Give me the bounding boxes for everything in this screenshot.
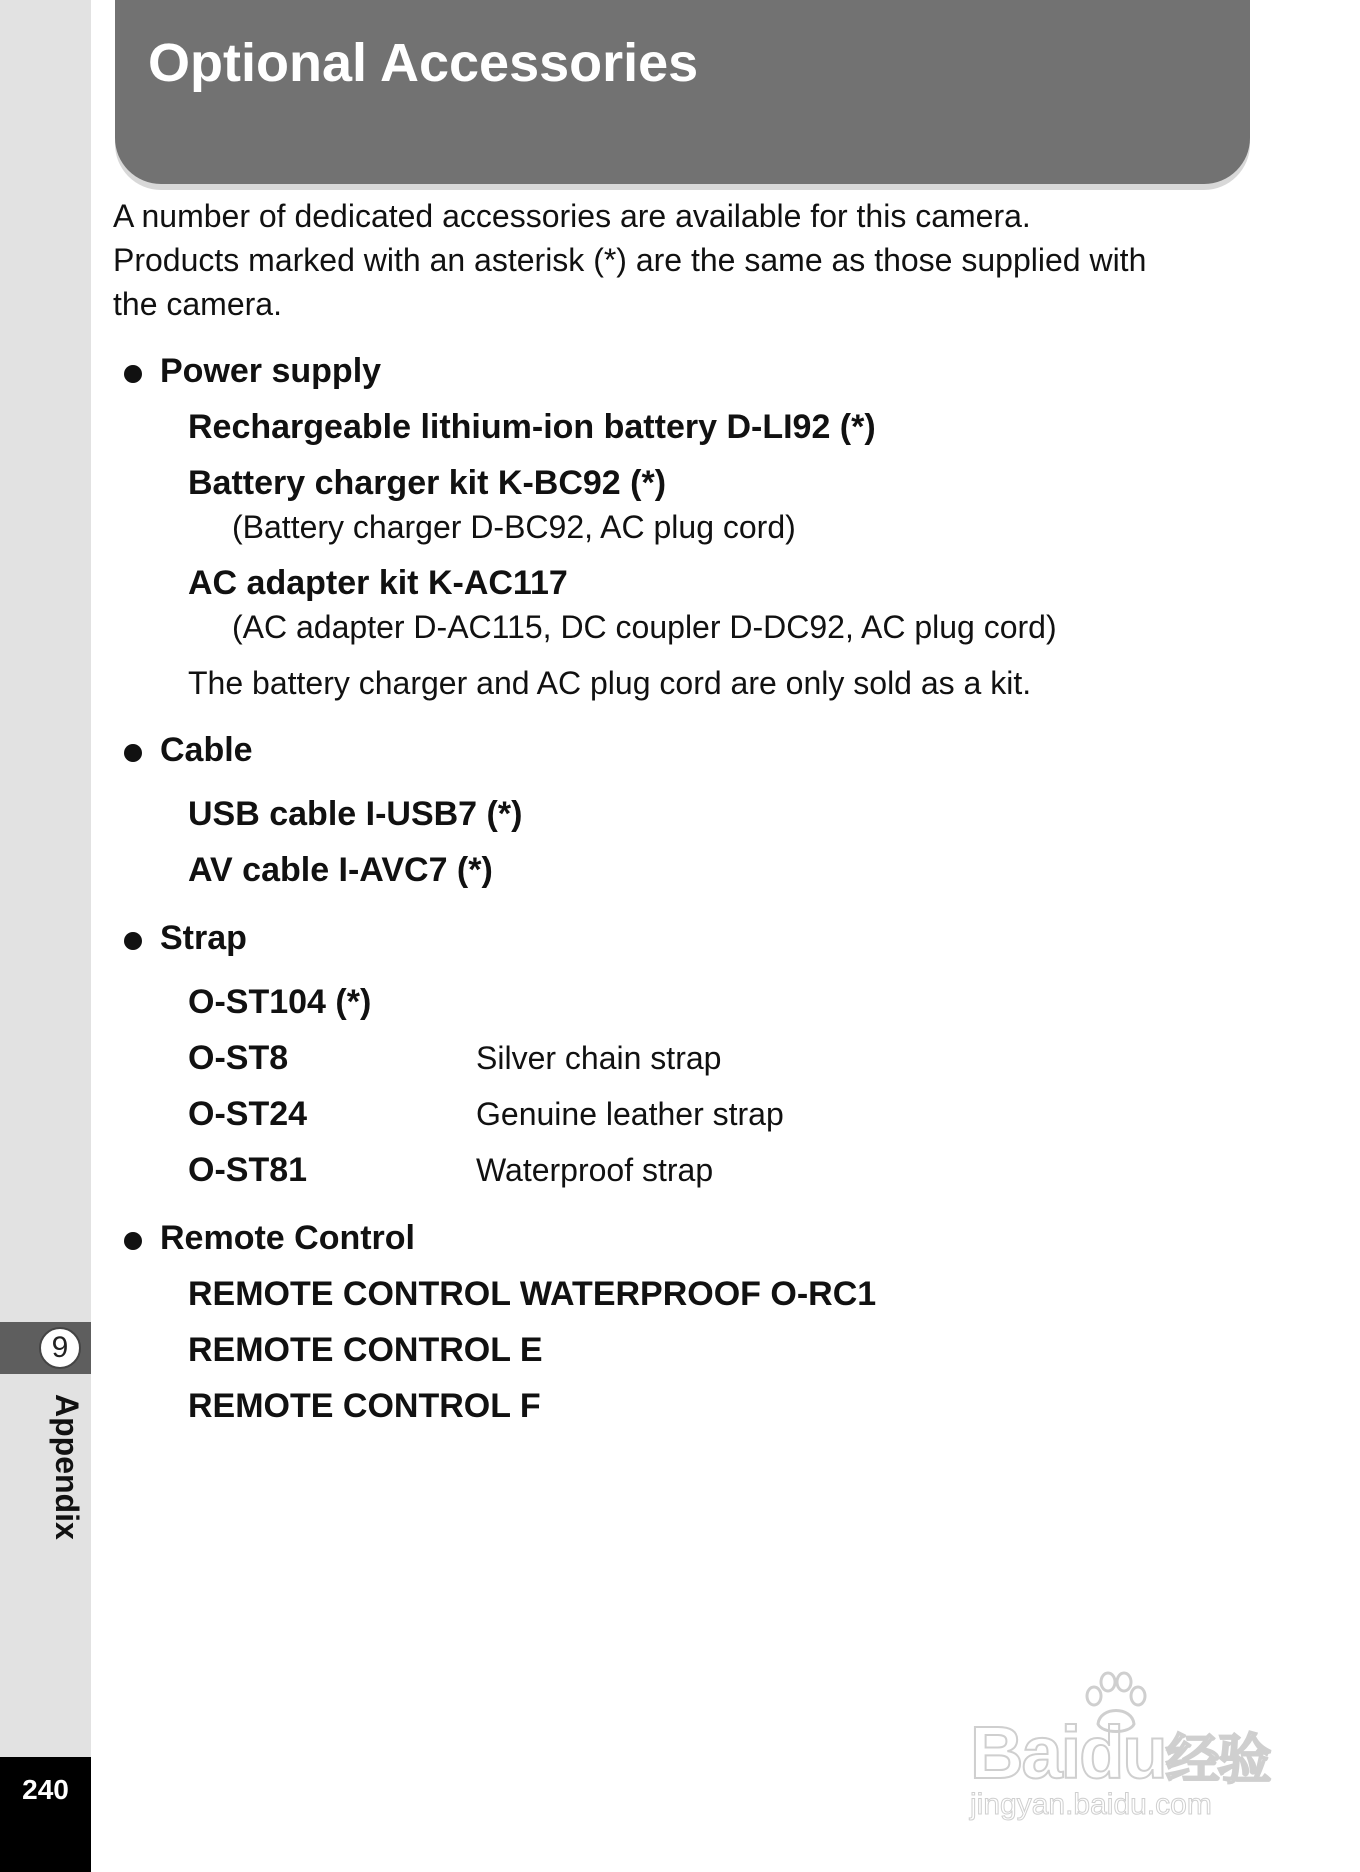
item-usb-cable: USB cable I-USB7 (*) xyxy=(188,795,523,833)
intro-paragraph xyxy=(113,194,1263,326)
watermark-url: jingyan.baidu.com xyxy=(970,1788,1212,1821)
section-heading-cable: Cable xyxy=(160,731,253,769)
chapter-label: Appendix xyxy=(49,1394,85,1540)
sidebar xyxy=(0,0,91,1872)
strap-model: O-ST24 xyxy=(188,1095,308,1133)
intro-line: the camera. xyxy=(113,286,282,322)
item-charger-note: (Battery charger D-BC92, AC plug cord) xyxy=(232,509,796,545)
page-number: 240 xyxy=(22,1774,69,1805)
item-av-cable: AV cable I-AVC7 (*) xyxy=(188,851,493,889)
chapter-number-badge: 9 xyxy=(39,1327,81,1369)
section-heading-power: Power supply xyxy=(160,352,382,390)
bullet-icon xyxy=(124,744,142,762)
strap-description: Silver chain strap xyxy=(476,1040,722,1076)
strap-model: O-ST8 xyxy=(188,1039,289,1077)
bullet-icon xyxy=(124,1232,142,1250)
page-title: Optional Accessories xyxy=(148,33,699,93)
intro-line: A number of dedicated accessories are available for this camera. xyxy=(113,198,1031,234)
strap-model: O-ST104 (*) xyxy=(188,983,372,1021)
section-heading-strap: Strap xyxy=(160,919,247,957)
strap-model: O-ST81 xyxy=(188,1151,308,1189)
watermark-logo: Baidu经验 xyxy=(970,1711,1270,1794)
power-kit-note: The battery charger and AC plug cord are only sold as a kit. xyxy=(188,665,1032,701)
intro-line: Products marked with an asterisk (*) are the same as those supplied with xyxy=(113,242,1147,278)
section-heading-remote: Remote Control xyxy=(160,1219,415,1257)
item-remote: REMOTE CONTROL F xyxy=(188,1387,541,1425)
item-charger-kit: Battery charger kit K-BC92 (*) xyxy=(188,464,667,502)
item-remote: REMOTE CONTROL WATERPROOF O-RC1 xyxy=(188,1275,877,1313)
item-remote: REMOTE CONTROL E xyxy=(188,1331,543,1369)
bullet-icon xyxy=(124,365,142,383)
item-adapter-kit: AC adapter kit K-AC117 xyxy=(188,564,568,602)
strap-description: Genuine leather strap xyxy=(476,1096,784,1132)
item-adapter-note: (AC adapter D-AC115, DC coupler D-DC92, AC plug cord) xyxy=(232,609,1057,645)
item-battery: Rechargeable lithium-ion battery D-LI92 (*) xyxy=(188,408,876,446)
strap-description: Waterproof strap xyxy=(476,1152,714,1188)
baidu-watermark xyxy=(960,1660,1280,1820)
bullet-icon xyxy=(124,932,142,950)
